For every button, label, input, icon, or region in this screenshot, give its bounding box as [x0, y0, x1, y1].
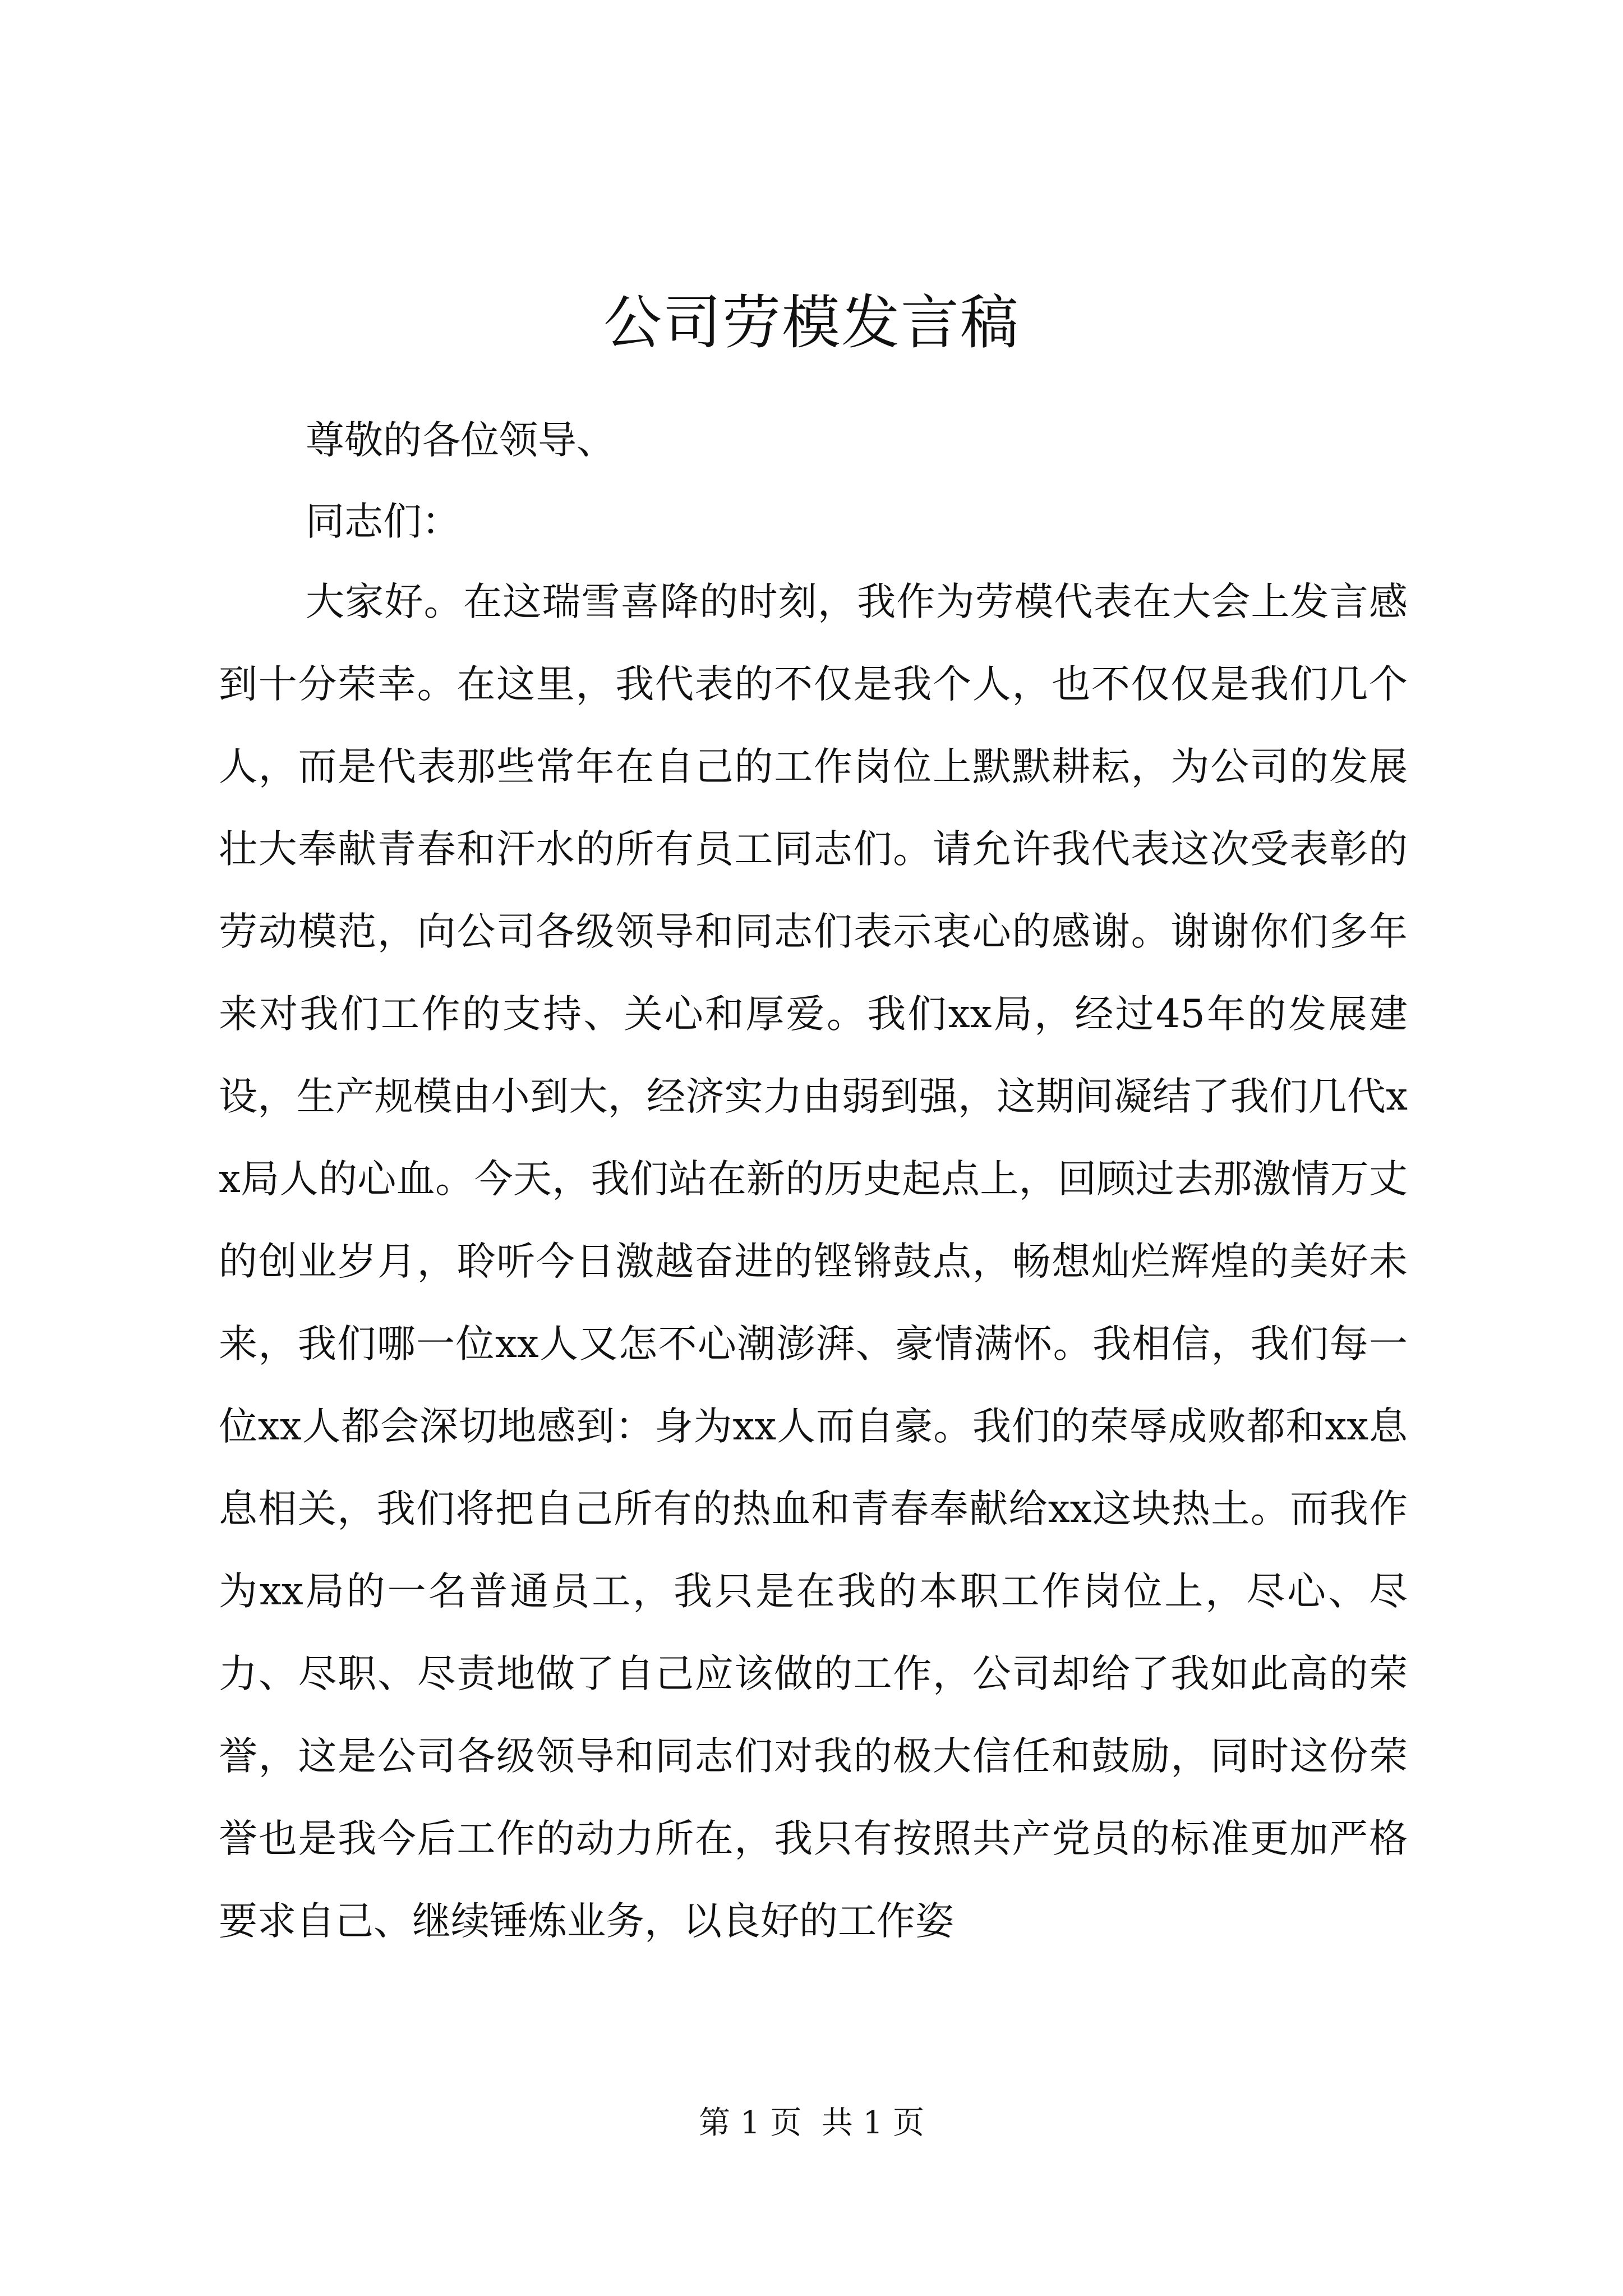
document-title: 公司劳模发言稿	[603, 288, 1020, 357]
salutation-line-2: 同志们：	[306, 499, 460, 544]
salutation-line-1: 尊敬的各位领导、	[306, 418, 615, 463]
body-paragraph: 大家好。在这瑞雪喜降的时刻，我作为劳模代表在大会上发言感到十分荣幸。在这里，我代表的不仅是我个人，也不仅仅是我们几个人，而是代表那些常年在自己的工作岗位上默默耕耘，为公司的发展壮大奉献青春和汗水的所有员工同志们。请允许我代表这次受表彰的劳动模范，向公司各级领导和同志们表示衷心的感谢。谢谢你们多年来对我们工作的支持、关心和厚爱。我们xx局，经过45年的发展建设，生产规模由小到大，经济实力由弱到强，这期间凝结了我们几代xx局人的心血。今天，我们站在新的历史起点上，回顾过去那激情万丈的创业岁月，聆听今日激越奋进的铿锵鼓点，畅想灿烂辉煌的美好未来，我们哪一位xx人又怎不心潮澎湃、豪情满怀。我相信，我们每一位xx人都会深切地感到：身为xx人而自豪。我们的荣辱成败都和xx息息相关，我们将把自己所有的热血和青春奉献给xx这块热土。而我作为xx局的一名普通员工，我只是在我的本职工作岗位上，尽心、尽力、尽职、尽责地做了自己应该做的工作，公司却给了我如此高的荣誉，这是公司各级领导和同志们对我的极大信任和鼓励，同时这份荣誉也是我今后工作的动力所在，我只有按照共产党员的标准更加严格要求自己、继续锤炼业务，以良好的工作姿	[219, 579, 1408, 1944]
page-footer: 第 1 页 共 1 页	[698, 2105, 925, 2141]
